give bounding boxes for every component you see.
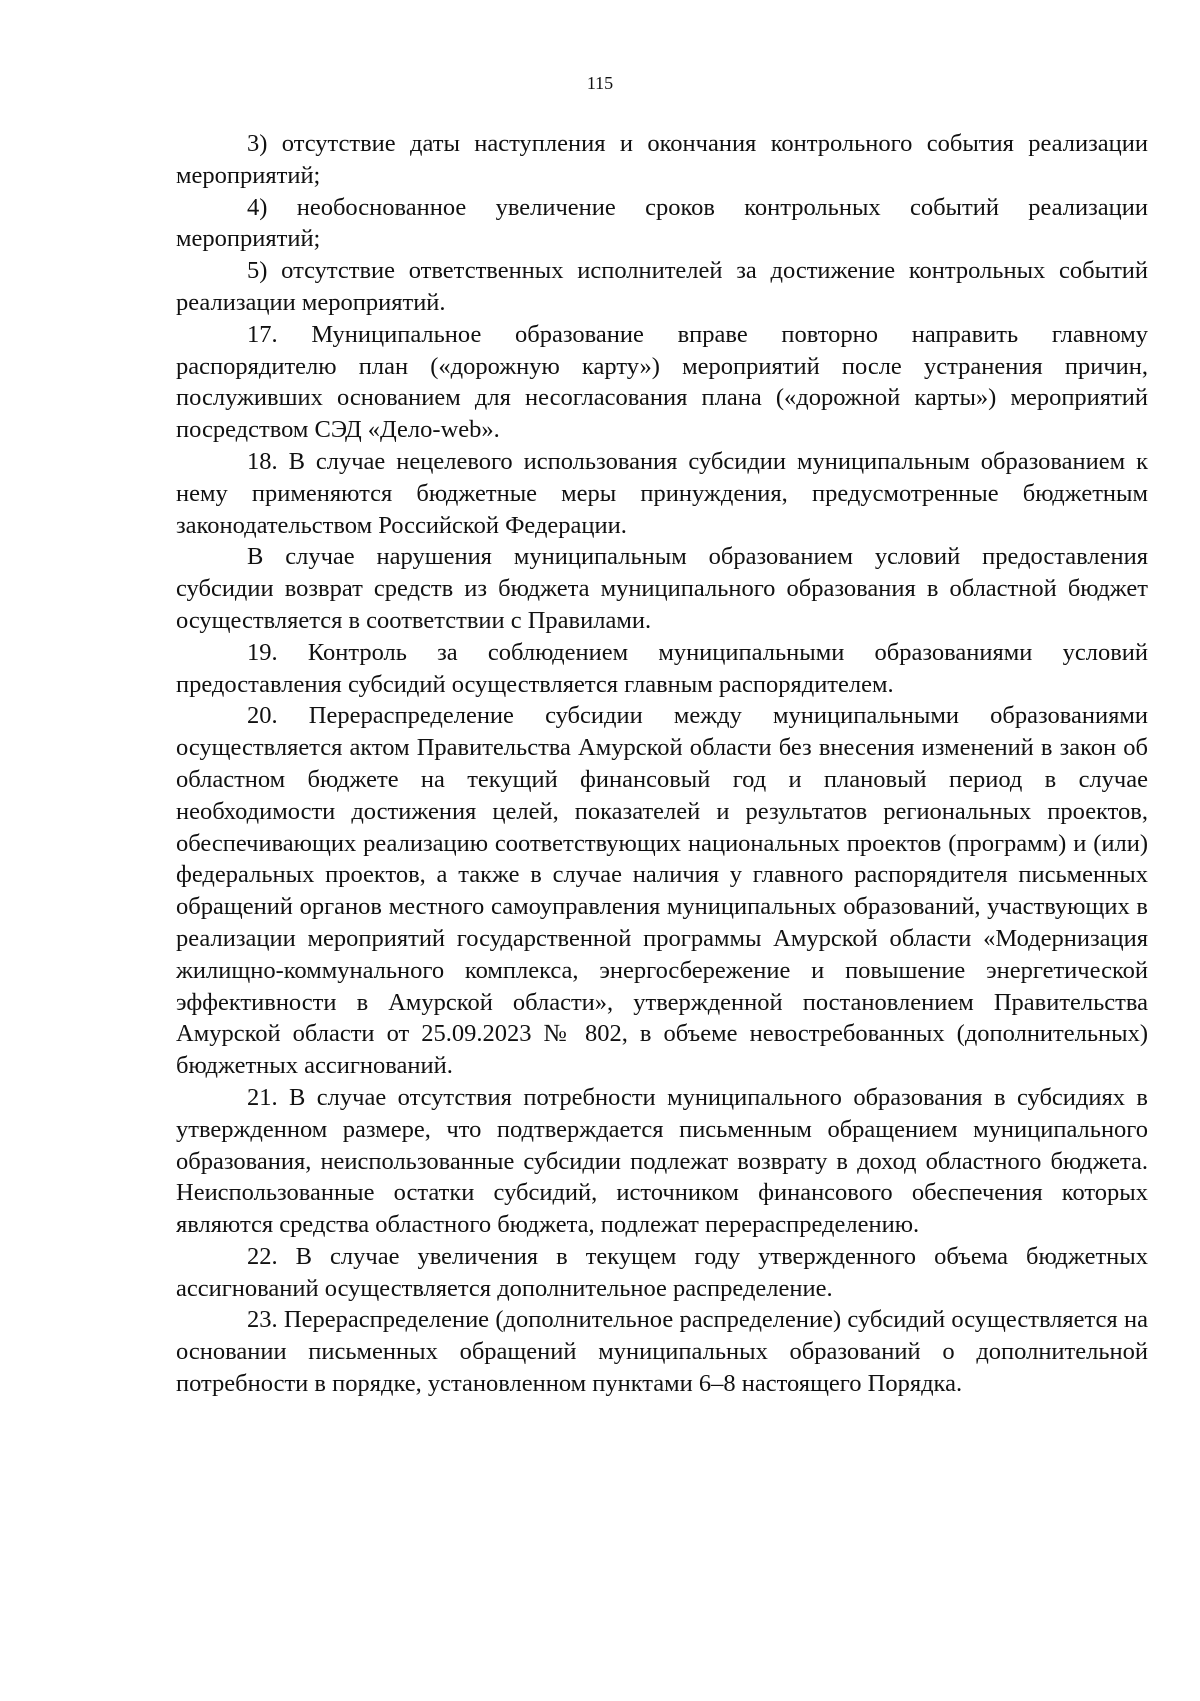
paragraph-item-4: 4) необоснованное увеличение сроков контрольных событий реализации мероприятий; [176,193,1148,253]
paragraph-18: 18. В случае нецелевого использования субсидии муниципальным образованием к нему применяются бюджетные меры принуждения, предусмотренные бюджетным законодательством Российской Федерации. [176,447,1148,539]
paragraph-item-3: 3) отсутствие даты наступления и окончания контрольного события реализации мероприятий; [176,130,1148,189]
paragraph-23: 23. Перераспределение (дополнительное распределение) субсидий осуществляется на основании письменных обращений муниципальных образований о дополнительной потребности в порядке, установленном пунктами 6–8 настоящего Порядка. [176,1306,1148,1398]
paragraph-22: 22. В случае увеличения в текущем году утвержденного объема бюджетных ассигнований осуществляется дополнительное распределение. [176,1242,1148,1302]
paragraph-18-continued: В случае нарушения муниципальным образованием условий предоставления субсидии возврат средств из бюджета муниципального образования в областной бюджет осуществляется в соответствии с Правилами. [176,543,1148,634]
page-number: 115 [586,73,614,93]
paragraph-19: 19. Контроль за соблюдением муниципальными образованиями условий предоставления субсидий осуществляется главным распорядителем. [176,638,1148,698]
paragraph-item-5: 5) отсутствие ответственных исполнителей за достижение контрольных событий реализации мероприятий. [176,257,1148,316]
paragraph-21: 21. В случае отсутствия потребности муниципального образования в субсидиях в утвержденном размере, что подтверждается письменным обращением муниципального образования, неиспользованные субсидии подлежат возврату в доход областного бюджета. Неиспользованные остатки субсидий, источником финансового обеспечения которых являются средства областного бюджета, подлежат перераспределению. [176,1083,1148,1239]
paragraph-20: 20. Перераспределение субсидии между муниципальными образованиями осуществляется актом Правительства Амурской области без внесения изменений в закон об областном бюджете на текущий финансовый год и плановый период в случае необходимости достижения целей, показателей и результатов региональных проектов, обеспечивающих реализацию соответствующих национальных проектов (программ) и (или) федеральных проектов, а также в случае наличия у главного распорядителя письменных обращений органов местного самоуправления муниципальных образований, участвующих в реализации мероприятий государственной программы Амурской области «Модернизация жилищно-коммунального комплекса, энергосбережение и повышение энергетической эффективности в Амурской области», утвержденной постановлением Правительства Амурской области от 25.09.2023 № 802, в объеме невостребованных (дополнительных) бюджетных ассигнований. [176,702,1148,1080]
document-body [176,128,1148,1400]
paragraph-17: 17. Муниципальное образование вправе повторно направить главному распорядителю план («дорожную карту») мероприятий после устранения причин, послуживших основанием для несогласования плана («дорожной карты») мероприятий посредством СЭД «Дело-web». [176,320,1148,444]
